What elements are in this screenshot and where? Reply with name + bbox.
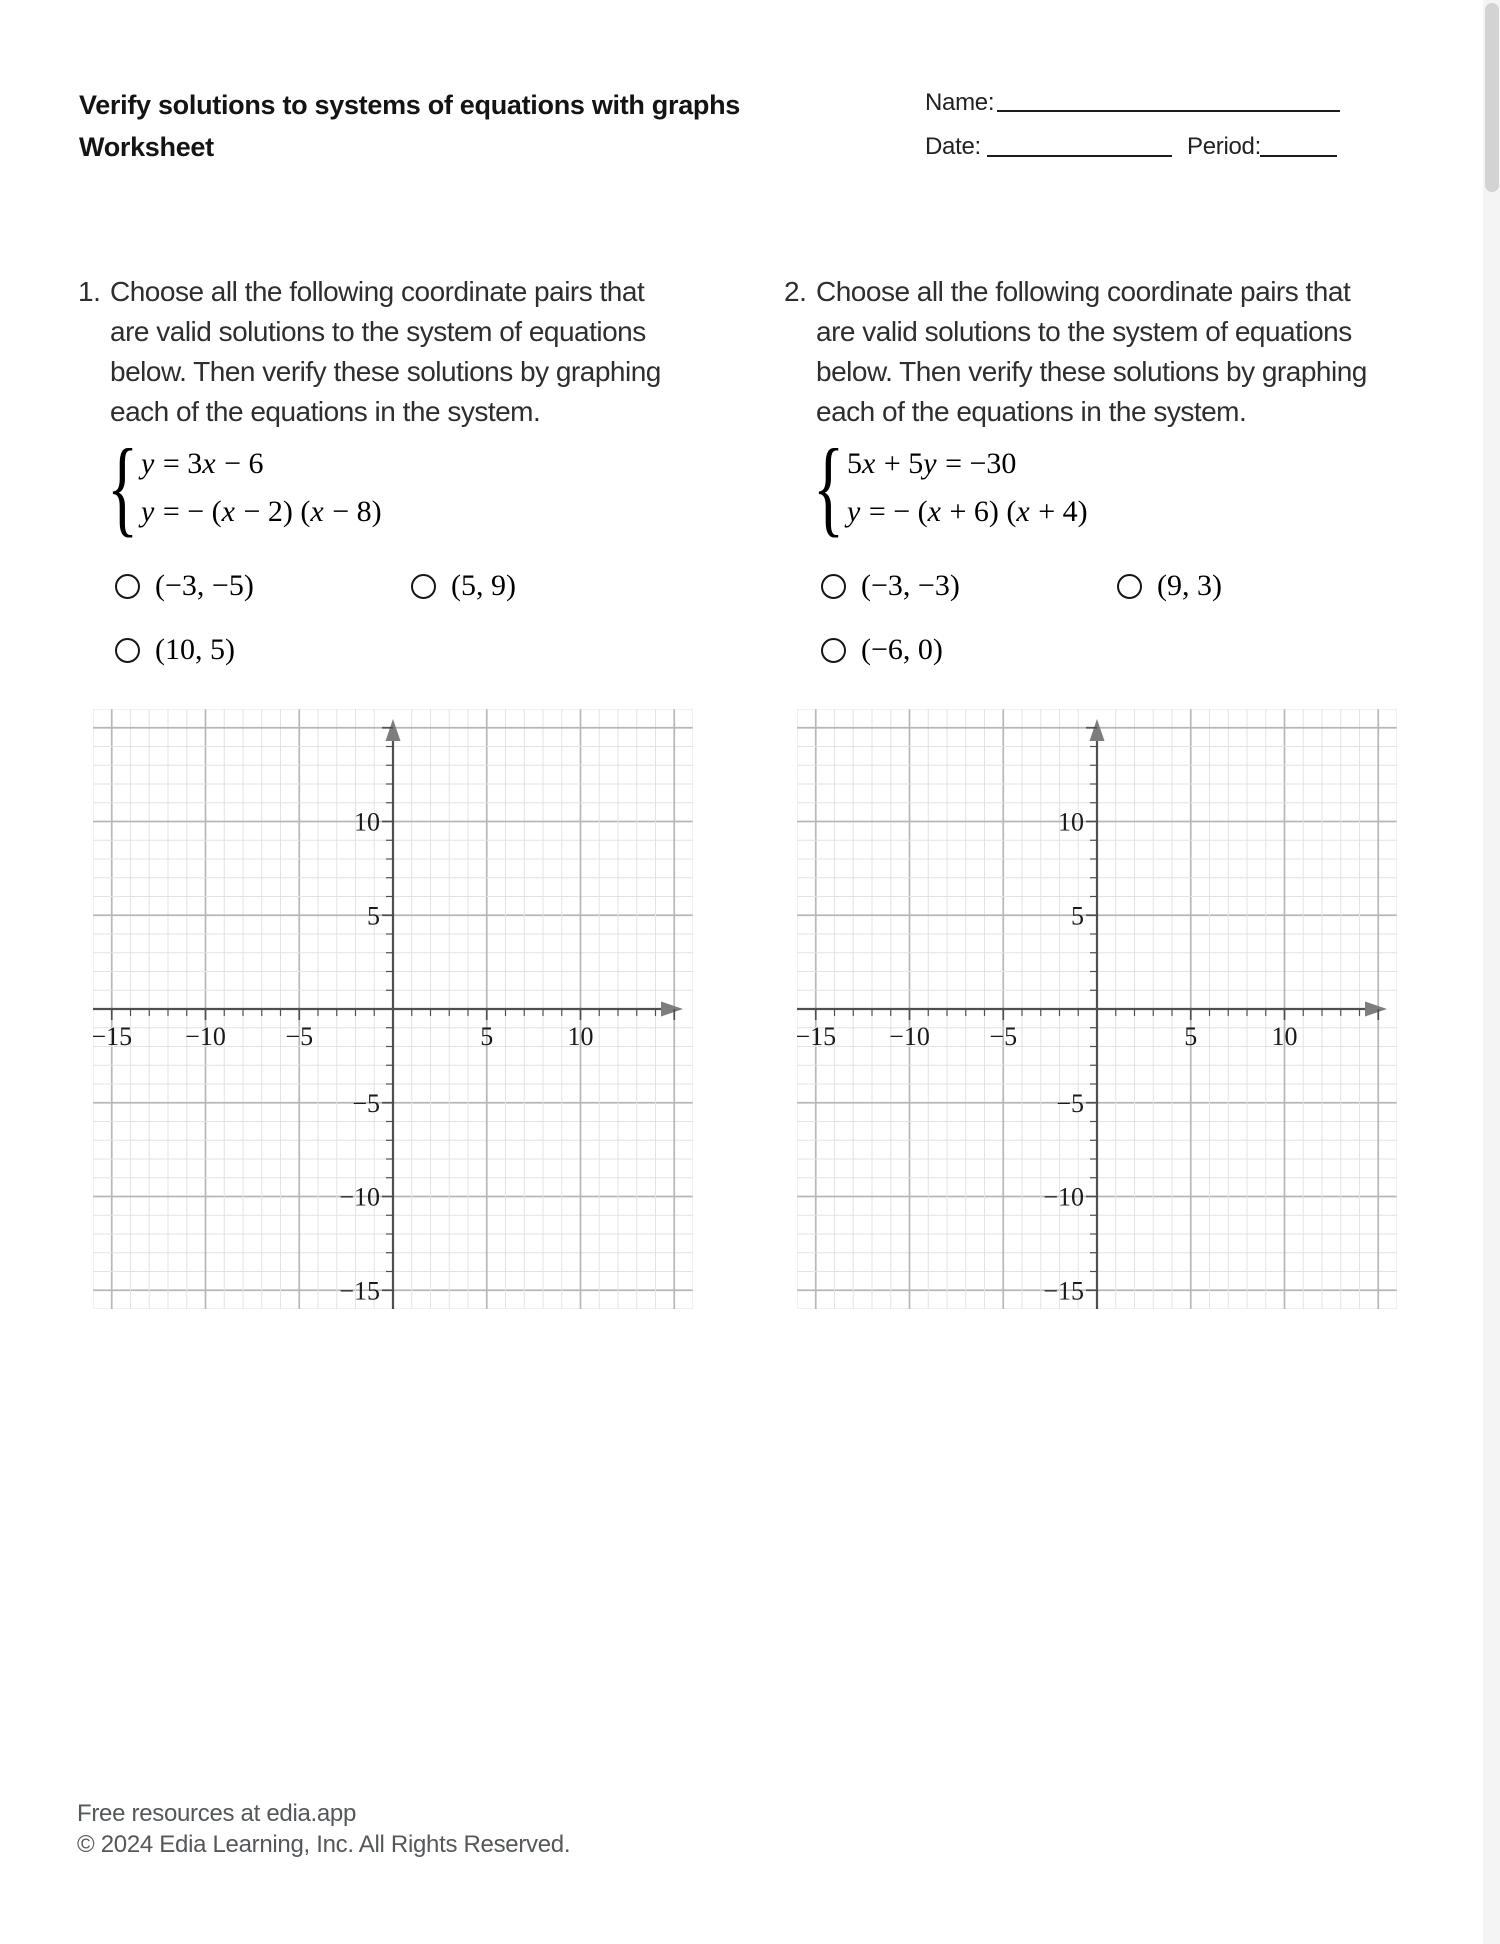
svg-text:−10: −10 [185, 1022, 226, 1051]
svg-text:5: 5 [480, 1022, 494, 1051]
date-blank-line [987, 155, 1172, 157]
radio-button-icon[interactable] [115, 638, 140, 663]
option-label: (10, 5) [155, 633, 235, 666]
problem-2-option-2 [1117, 564, 1222, 608]
radio-button-icon[interactable] [1117, 574, 1142, 599]
svg-text:10: 10 [1271, 1022, 1298, 1051]
name-label: Name: [925, 89, 995, 116]
option-label: (9, 3) [1157, 569, 1222, 602]
scrollbar-track[interactable] [1483, 0, 1500, 1944]
period-blank-line [1260, 155, 1337, 157]
equation-1: y = 3x − 6 [141, 447, 264, 480]
prompt-line: below. Then verify these solutions by graphing [816, 356, 1367, 387]
prompt-line: are valid solutions to the system of equations [110, 316, 646, 347]
equation-2: y = − (x + 6) (x + 4) [847, 495, 1088, 528]
period-label: Period: [1187, 133, 1261, 160]
problem-1-coordinate-grid [93, 709, 693, 1309]
svg-text:−10: −10 [889, 1022, 930, 1051]
prompt-line: Choose all the following coordinate pairs that [110, 276, 645, 307]
prompt-line: are valid solutions to the system of equations [816, 316, 1352, 347]
option-label: (−3, −5) [155, 569, 254, 602]
svg-text:10: 10 [567, 1022, 594, 1051]
problem-1-option-1 [115, 564, 254, 608]
svg-text:5: 5 [1184, 1022, 1198, 1051]
svg-text:−5: −5 [989, 1022, 1018, 1051]
system-brace: { [813, 428, 845, 547]
problem-2-prompt [816, 272, 1367, 432]
footer [77, 1798, 570, 1860]
prompt-line: each of the equations in the system. [110, 396, 541, 427]
footer-resources-text: Free resources at edia.app [77, 1800, 357, 1827]
problem-2-number: 2. [784, 276, 807, 307]
name-blank-line [997, 110, 1340, 112]
svg-text:−10: −10 [339, 1182, 380, 1212]
option-label: (−6, 0) [861, 633, 943, 666]
radio-button-icon[interactable] [411, 574, 436, 599]
svg-text:−5: −5 [1056, 1088, 1084, 1118]
prompt-line: each of the equations in the system. [816, 396, 1247, 427]
svg-text:−15: −15 [339, 1276, 380, 1306]
svg-text:−5: −5 [285, 1022, 314, 1051]
svg-text:−5: −5 [352, 1088, 380, 1118]
option-label: (5, 9) [451, 569, 516, 602]
page-title [79, 84, 740, 168]
problem-1-option-2 [411, 564, 516, 608]
prompt-line: Choose all the following coordinate pairs that [816, 276, 1351, 307]
svg-text:−15: −15 [1043, 1276, 1084, 1306]
radio-button-icon[interactable] [115, 574, 140, 599]
radio-button-icon[interactable] [821, 638, 846, 663]
svg-text:−15: −15 [93, 1022, 133, 1051]
problem-2-equation-system [813, 428, 1088, 547]
scrollbar-thumb[interactable] [1485, 3, 1499, 192]
problem-1-option-3 [115, 628, 235, 672]
footer-copyright-text: © 2024 Edia Learning, Inc. All Rights Reserved. [77, 1831, 571, 1858]
problem-1-number: 1. [78, 276, 101, 307]
svg-text:5: 5 [367, 901, 380, 931]
svg-text:5: 5 [1071, 901, 1084, 931]
equation-2: y = − (x − 2) (x − 8) [141, 495, 382, 528]
problem-1-equation-system [107, 428, 382, 547]
prompt-line: below. Then verify these solutions by graphing [110, 356, 661, 387]
option-label: (−3, −3) [861, 569, 960, 602]
date-label: Date: [925, 133, 981, 160]
problem-2-coordinate-grid [797, 709, 1397, 1309]
problem-1-prompt [110, 272, 661, 432]
problem-2-option-1 [821, 564, 960, 608]
page-title-line2: Worksheet [79, 132, 214, 162]
svg-text:10: 10 [354, 807, 380, 837]
page-title-line1: Verify solutions to systems of equations with graphs [79, 90, 741, 120]
svg-text:10: 10 [1058, 807, 1084, 837]
svg-text:−10: −10 [1043, 1182, 1084, 1212]
system-brace: { [107, 428, 139, 547]
problem-2-option-3 [821, 628, 943, 672]
equation-1: 5x + 5y = −30 [847, 447, 1017, 480]
svg-text:−15: −15 [797, 1022, 837, 1051]
radio-button-icon[interactable] [821, 574, 846, 599]
